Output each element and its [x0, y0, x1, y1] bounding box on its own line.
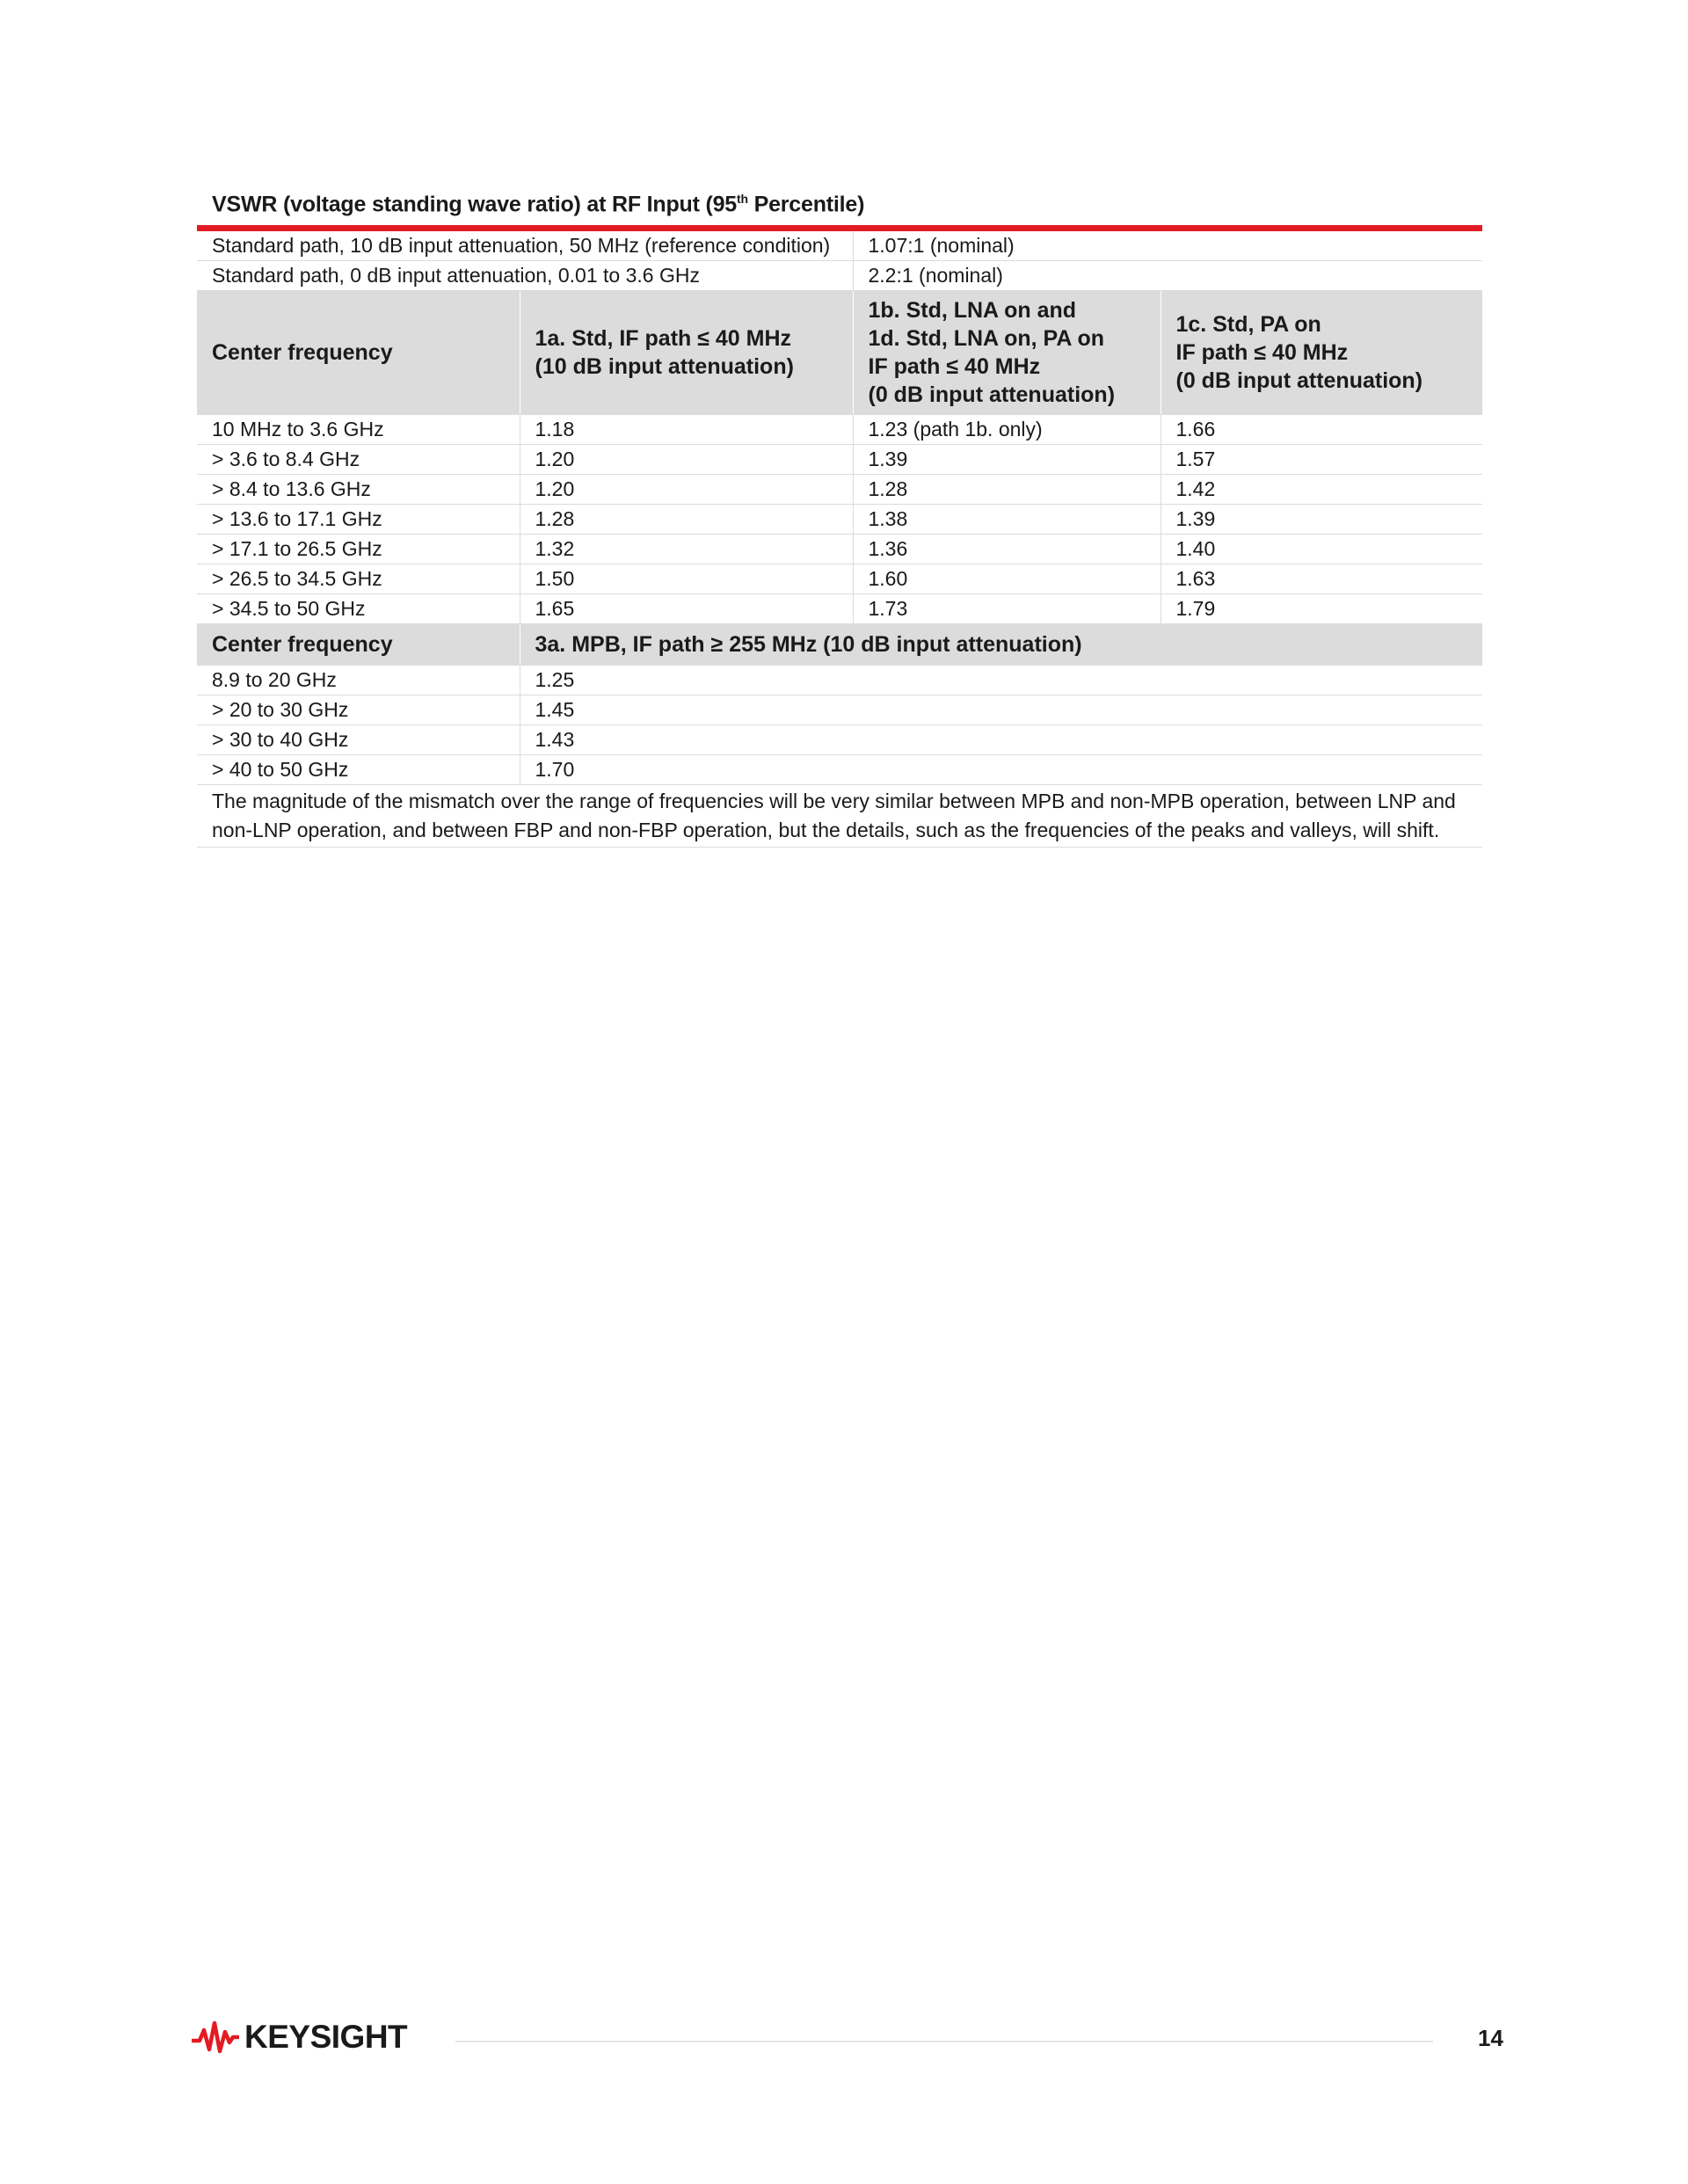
table-row [197, 564, 1482, 594]
table-row [197, 755, 1482, 785]
cell-1c: 1.39 [1160, 505, 1482, 535]
cell-1a: 1.32 [520, 535, 853, 564]
header-1c [1160, 291, 1482, 415]
cell-3a: 1.25 [520, 666, 1482, 695]
cell-1a: 1.18 [520, 415, 853, 445]
reference-row [197, 261, 1482, 291]
table-row [197, 594, 1482, 624]
header-1c-line: IF path ≤ 40 MHz [1175, 340, 1349, 365]
cell-1b: 1.39 [853, 445, 1160, 475]
header-1b-line: IF path ≤ 40 MHz [868, 354, 1041, 379]
cell-1b: 1.36 [853, 535, 1160, 564]
cell-1b: 1.73 [853, 594, 1160, 624]
table-note: The magnitude of the mismatch over the range of frequencies will be very similar between MPB and non-MPB operation, between LNP and non-LNP operation, and between FBP and non-FBP operation, but the details, such as the frequencies of the peaks and valleys, will shift. [197, 785, 1482, 848]
section-title-suffix: Percentile) [747, 192, 865, 217]
cell-frequency: 8.9 to 20 GHz [197, 666, 520, 695]
cell-3a: 1.43 [520, 725, 1482, 755]
cell-1a: 1.20 [520, 445, 853, 475]
header-center-frequency: Center frequency [197, 291, 520, 415]
header-1c-line: (0 dB input attenuation) [1175, 368, 1423, 393]
reference-label: Standard path, 0 dB input attenuation, 0.01 to 3.6 GHz [197, 261, 853, 291]
header-1a-line: (10 dB input attenuation) [535, 354, 794, 379]
header-1b-1d [853, 291, 1160, 415]
title-red-rule [197, 225, 1482, 231]
header-center-frequency: Center frequency [197, 624, 520, 666]
cell-frequency: > 20 to 30 GHz [197, 695, 520, 725]
table-row [197, 505, 1482, 535]
cell-1b: 1.23 (path 1b. only) [853, 415, 1160, 445]
cell-3a: 1.45 [520, 695, 1482, 725]
header-1c-line: 1c. Std, PA on [1175, 312, 1321, 337]
cell-frequency: > 13.6 to 17.1 GHz [197, 505, 520, 535]
table-row [197, 415, 1482, 445]
table-row [197, 475, 1482, 505]
section-title-superscript: th [737, 192, 748, 206]
cell-1a: 1.20 [520, 475, 853, 505]
reference-label: Standard path, 10 dB input attenuation, 50 MHz (reference condition) [197, 231, 853, 261]
table-header-row [197, 624, 1482, 666]
cell-frequency: 10 MHz to 3.6 GHz [197, 415, 520, 445]
header-3a: 3a. MPB, IF path ≥ 255 MHz (10 dB input attenuation) [520, 624, 1482, 666]
cell-1c: 1.40 [1160, 535, 1482, 564]
header-1b-line: 1b. Std, LNA on and [868, 298, 1077, 323]
cell-1b: 1.28 [853, 475, 1160, 505]
cell-1c: 1.63 [1160, 564, 1482, 594]
cell-1c: 1.42 [1160, 475, 1482, 505]
cell-1c: 1.66 [1160, 415, 1482, 445]
table-header-row [197, 291, 1482, 415]
cell-frequency: > 17.1 to 26.5 GHz [197, 535, 520, 564]
reference-row [197, 231, 1482, 261]
cell-1c: 1.79 [1160, 594, 1482, 624]
table-row [197, 695, 1482, 725]
note-row [197, 785, 1482, 848]
keysight-wave-icon [192, 2020, 239, 2055]
cell-frequency: > 3.6 to 8.4 GHz [197, 445, 520, 475]
footer-divider [455, 2041, 1433, 2042]
cell-frequency: > 30 to 40 GHz [197, 725, 520, 755]
cell-1a: 1.65 [520, 594, 853, 624]
keysight-logo [192, 2019, 407, 2056]
cell-frequency: > 8.4 to 13.6 GHz [197, 475, 520, 505]
cell-1a: 1.50 [520, 564, 853, 594]
cell-1b: 1.38 [853, 505, 1160, 535]
cell-frequency: > 26.5 to 34.5 GHz [197, 564, 520, 594]
table-row [197, 725, 1482, 755]
cell-frequency: > 40 to 50 GHz [197, 755, 520, 785]
section-title-text: VSWR (voltage standing wave ratio) at RF Input (95 [212, 192, 738, 217]
vswr-spec-table [197, 231, 1482, 848]
header-1d-line: 1d. Std, LNA on, PA on [868, 326, 1104, 351]
cell-frequency: > 34.5 to 50 GHz [197, 594, 520, 624]
header-1a [520, 291, 853, 415]
table-row [197, 445, 1482, 475]
cell-1b: 1.60 [853, 564, 1160, 594]
logo-text: KEYSIGHT [244, 2019, 408, 2055]
section-title [212, 192, 864, 217]
reference-value: 2.2:1 (nominal) [853, 261, 1482, 291]
header-1b-line: (0 dB input attenuation) [868, 382, 1116, 407]
page-number: 14 [1478, 2025, 1503, 2051]
table-row [197, 535, 1482, 564]
header-1a-line: 1a. Std, IF path ≤ 40 MHz [535, 326, 792, 351]
reference-value: 1.07:1 (nominal) [853, 231, 1482, 261]
cell-1c: 1.57 [1160, 445, 1482, 475]
table-row [197, 666, 1482, 695]
cell-3a: 1.70 [520, 755, 1482, 785]
cell-1a: 1.28 [520, 505, 853, 535]
